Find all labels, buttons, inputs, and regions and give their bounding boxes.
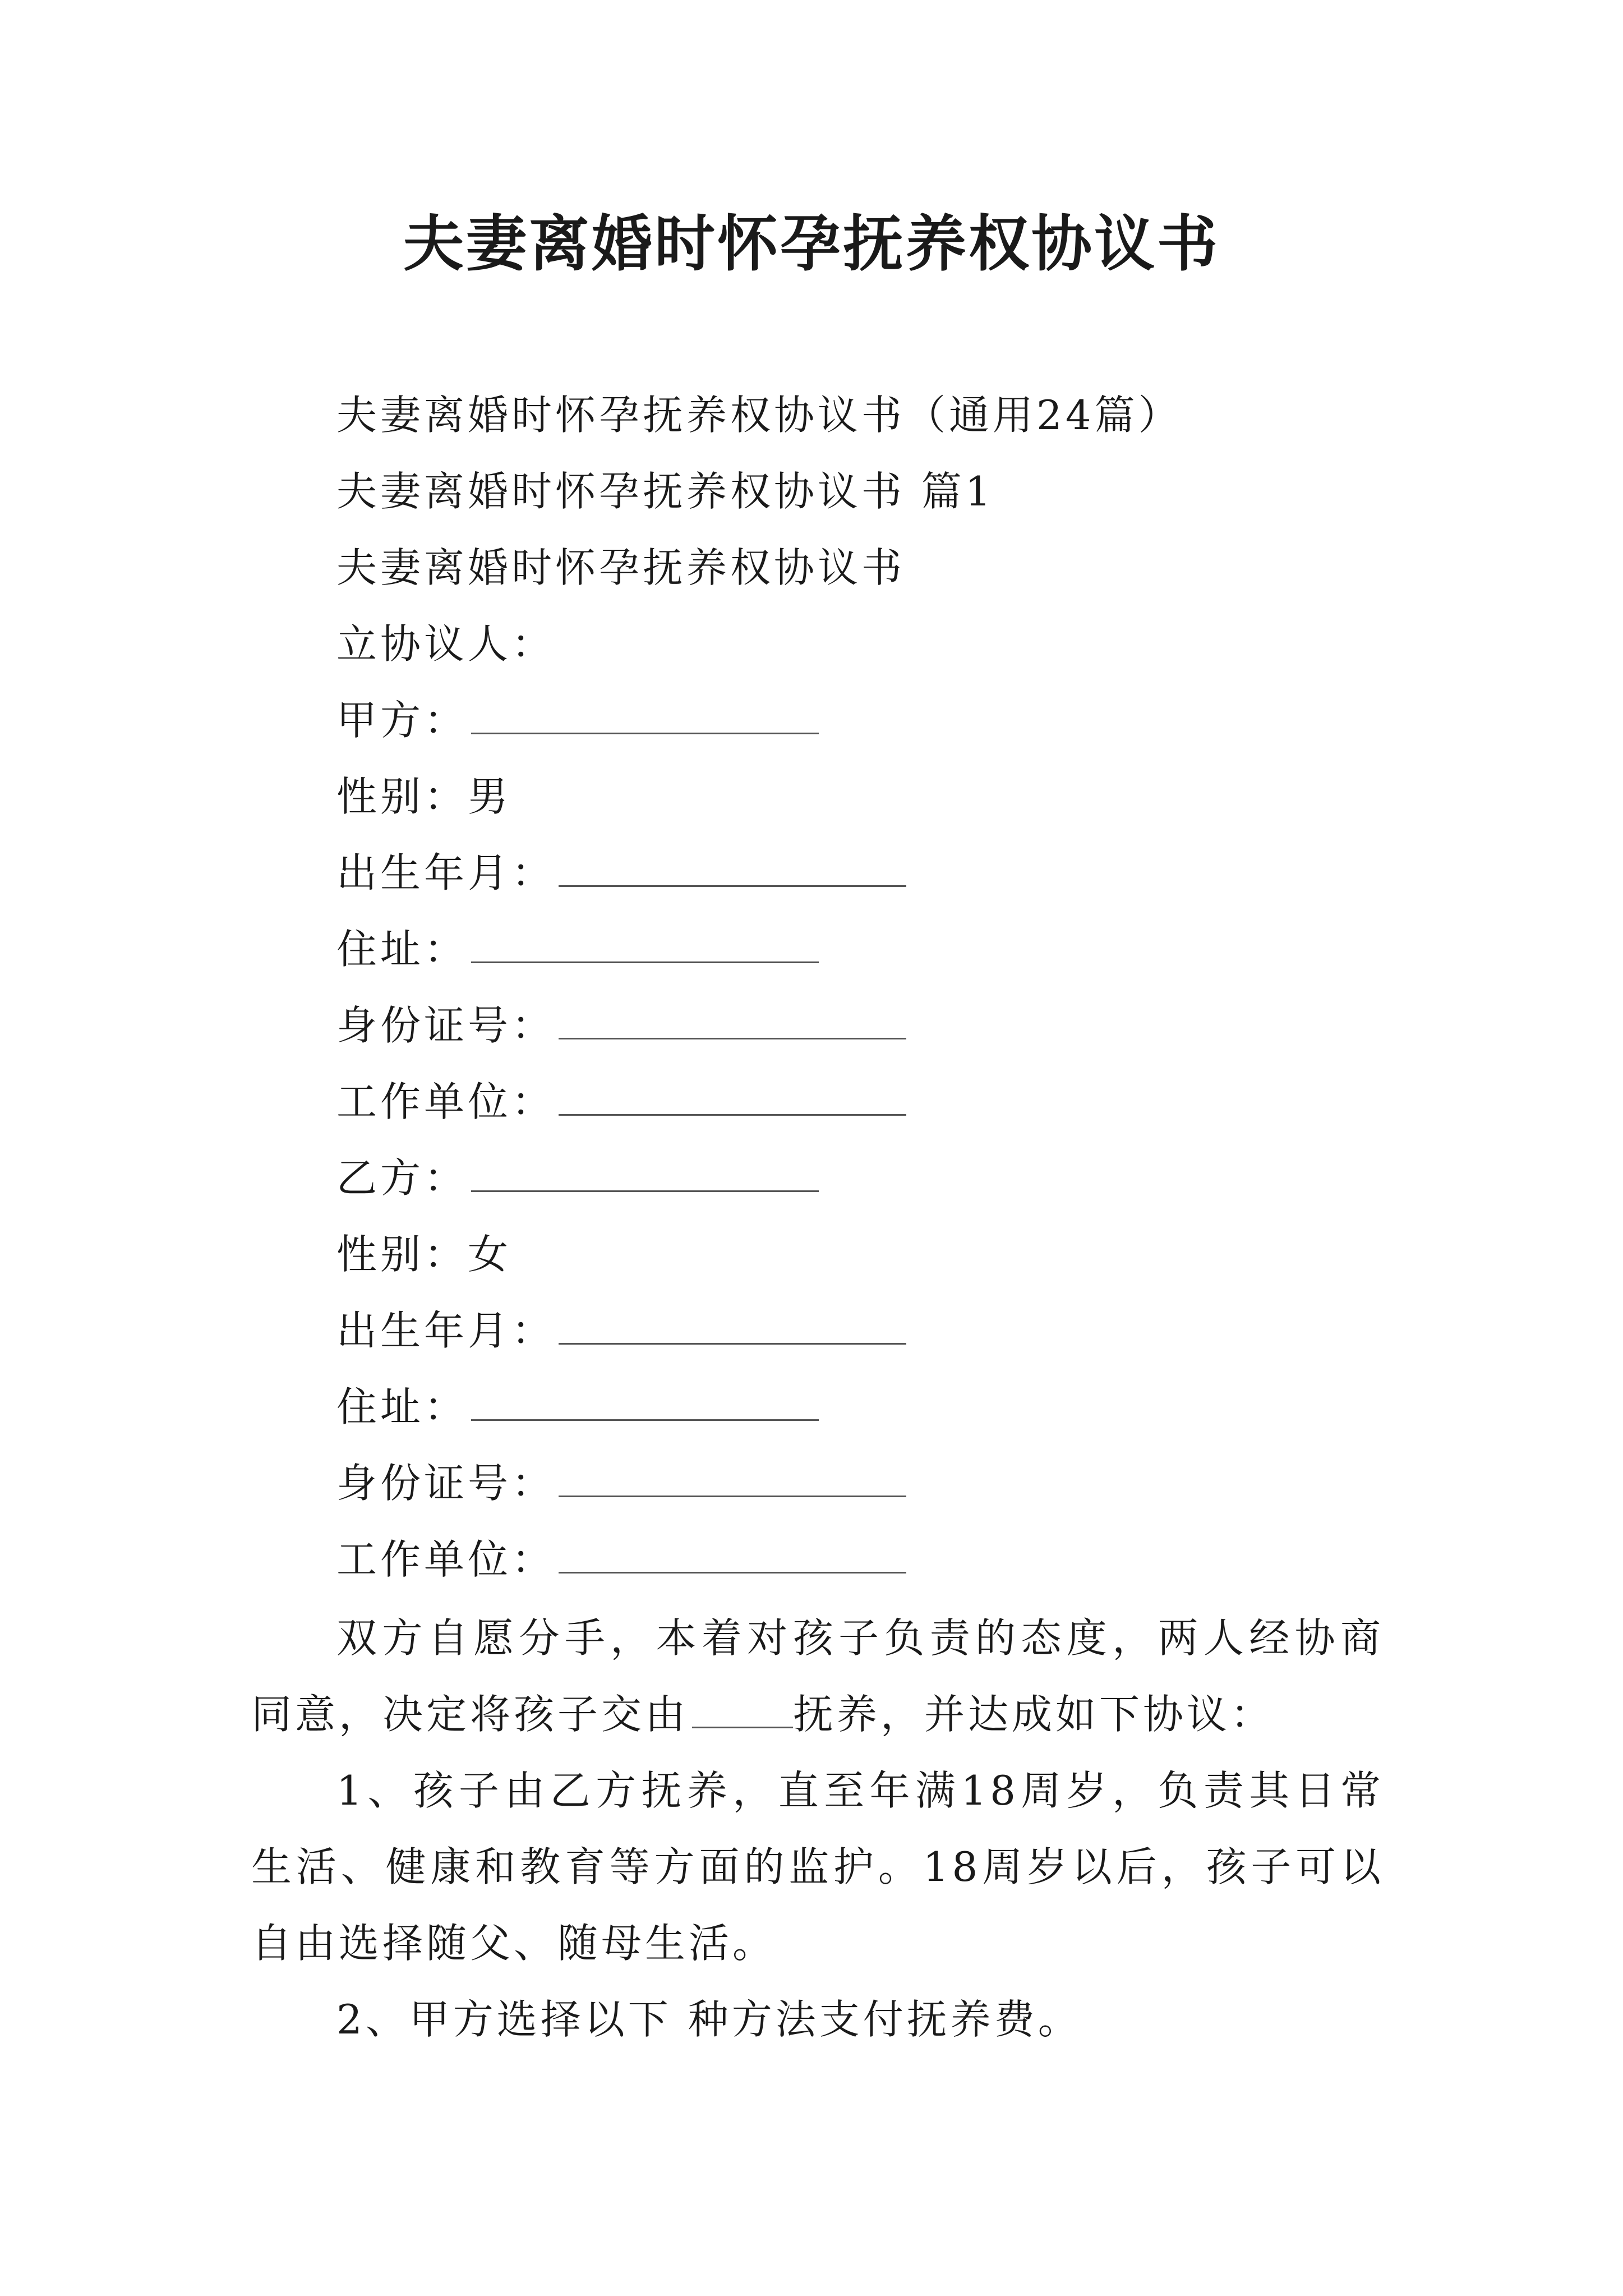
party-b-birth-label: 出生年月： — [336, 1307, 556, 1354]
party-b-id-row — [336, 1455, 906, 1511]
party-b-label: 乙方： — [336, 1154, 468, 1202]
intro-paragraph — [251, 1600, 1384, 1752]
party-a-id-label: 身份证号： — [336, 1002, 556, 1049]
custodian-blank — [692, 1691, 793, 1728]
party-b-birth-row — [336, 1303, 906, 1359]
party-a-id-row — [336, 997, 906, 1053]
clause-2: 2、甲方选择以下 种方法支付抚养费。 — [336, 1996, 1082, 2043]
party-b-id-label: 身份证号： — [336, 1460, 556, 1507]
party-b-name-blank — [471, 1154, 819, 1192]
intro-text-part2: 抚养，并达成如下协议： — [793, 1691, 1275, 1738]
parties-label: 立协议人： — [336, 620, 556, 668]
party-a-address-blank — [471, 926, 819, 963]
party-b-employer-row — [336, 1531, 906, 1588]
party-a-birth-row — [336, 845, 906, 901]
party-a-name-blank — [471, 697, 819, 734]
agreement-heading: 夫妻离婚时怀孕抚养权协议书 — [336, 544, 906, 591]
party-a-employer-row — [336, 1074, 906, 1130]
party-a-address-label: 住址： — [336, 926, 468, 973]
party-b-birth-blank — [559, 1307, 906, 1345]
party-b-employer-blank — [559, 1536, 906, 1573]
party-a-row — [336, 692, 819, 748]
party-a-label: 甲方： — [336, 697, 468, 744]
clause-1: 1、孩子由乙方抚养，直至年满18周岁，负责其日常生活、健康和教育等方面的监护。18周岁以后，孩子可以自由选择随父、随母生活。 — [251, 1767, 1384, 1967]
intro-text-part1: 双方自愿分手，本着对孩子负责的态度，两人经协商同意，决定将孩子交由 — [251, 1614, 1384, 1738]
chapter-heading: 夫妻离婚时怀孕抚养权协议书 篇1 — [336, 468, 994, 515]
party-a-gender: 性别：男 — [336, 773, 512, 820]
party-a-id-blank — [559, 1002, 906, 1039]
party-b-employer-label: 工作单位： — [336, 1536, 556, 1583]
party-a-employer-blank — [559, 1078, 906, 1116]
party-b-row — [336, 1150, 819, 1206]
party-a-birth-blank — [559, 849, 906, 887]
party-a-employer-label: 工作单位： — [336, 1078, 556, 1125]
party-b-gender: 性别：女 — [336, 1231, 512, 1278]
party-a-address-row — [336, 921, 819, 977]
document-subtitle: 夫妻离婚时怀孕抚养权协议书（通用24篇） — [336, 392, 1182, 439]
party-b-id-blank — [559, 1460, 906, 1497]
party-b-address-blank — [471, 1383, 819, 1421]
party-a-birth-label: 出生年月： — [336, 849, 556, 896]
party-b-address-row — [336, 1379, 819, 1435]
party-b-address-label: 住址： — [336, 1383, 468, 1430]
document-title: 夫妻离婚时怀孕抚养权协议书 — [403, 209, 1220, 279]
